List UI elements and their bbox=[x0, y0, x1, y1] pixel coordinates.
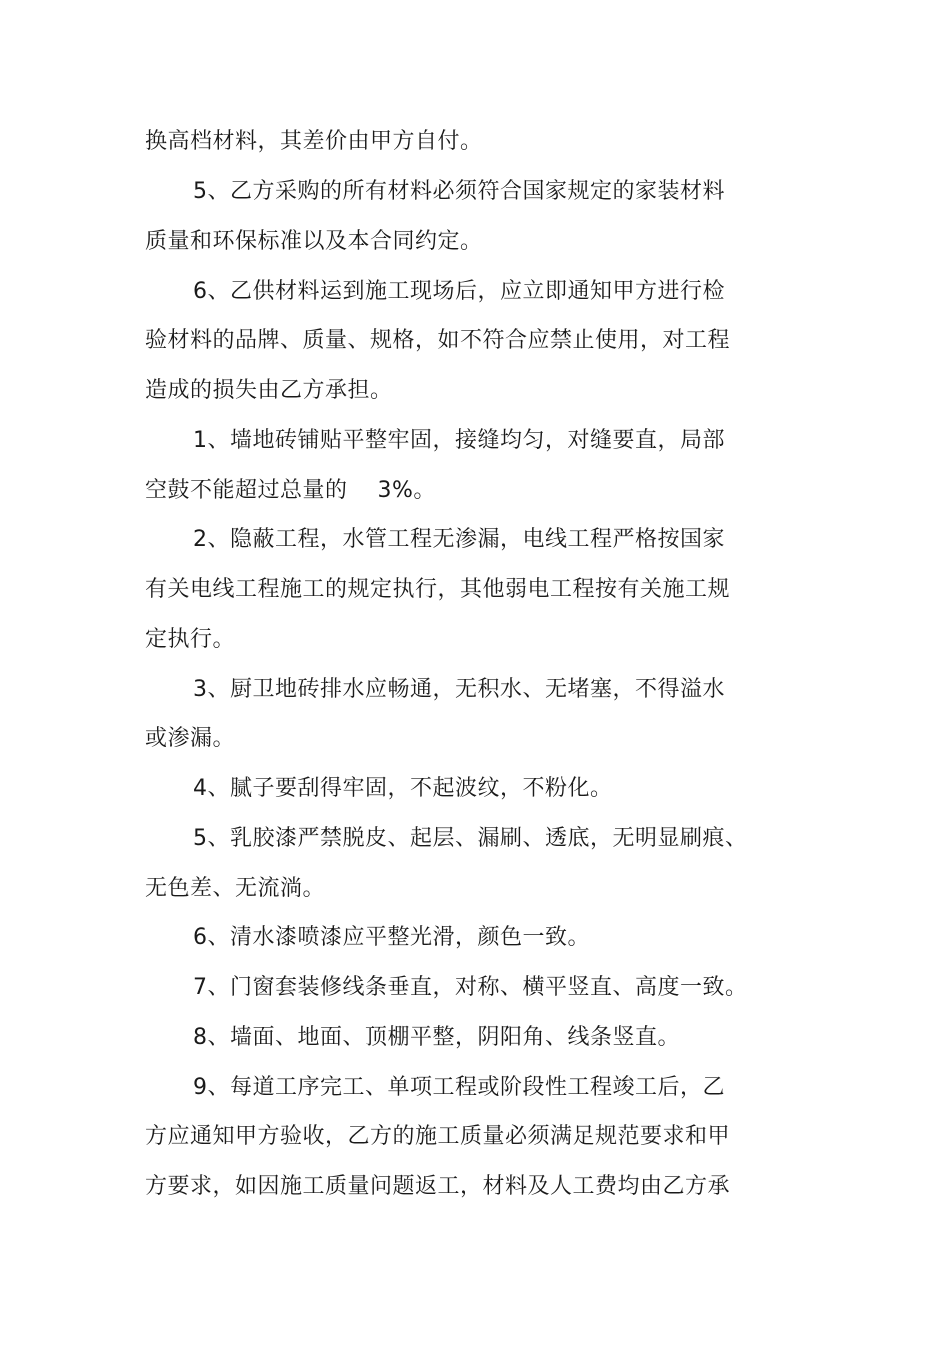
text-line: 或渗漏。 bbox=[145, 726, 236, 751]
text-line: 2、隐蔽工程，水管工程无渗漏，电线工程严格按国家 bbox=[193, 527, 725, 552]
text-line: 验材料的品牌、质量、规格，如不符合应禁止使用，对工程 bbox=[145, 328, 731, 353]
text-line: 7、门窗套装修线条垂直，对称、横平竖直、高度一致。 bbox=[193, 975, 748, 1000]
text-line: 有关电线工程施工的规定执行，其他弱电工程按有关施工规 bbox=[145, 577, 731, 602]
text-line: 4、腻子要刮得牢固，不起波纹，不粉化。 bbox=[193, 776, 613, 801]
text-line: 方应通知甲方验收，乙方的施工质量必须满足规范要求和甲 bbox=[145, 1124, 731, 1149]
text-line: 无色差、无流淌。 bbox=[145, 876, 326, 901]
text-line: 换高档材料，其差价由甲方自付。 bbox=[145, 129, 483, 154]
text-line: 5、乙方采购的所有材料必须符合国家规定的家装材料 bbox=[193, 179, 725, 204]
text-line: 9、每道工序完工、单项工程或阶段性工程竣工后，乙 bbox=[193, 1075, 725, 1100]
text-line: 造成的损失由乙方承担。 bbox=[145, 378, 393, 403]
text-line: 空鼓不能超过总量的 3%。 bbox=[145, 478, 436, 503]
text-line: 3、厨卫地砖排水应畅通，无积水、无堵塞，不得溢水 bbox=[193, 677, 725, 702]
text-line: 定执行。 bbox=[145, 627, 236, 652]
text-line: 方要求，如因施工质量问题返工，材料及人工费均由乙方承 bbox=[145, 1174, 731, 1199]
text-line: 8、墙面、地面、顶棚平整，阴阳角、线条竖直。 bbox=[193, 1025, 680, 1050]
text-line: 1、墙地砖铺贴平整牢固，接缝均匀，对缝要直，局部 bbox=[193, 428, 725, 453]
text-line: 质量和环保标准以及本合同约定。 bbox=[145, 229, 483, 254]
text-line: 5、乳胶漆严禁脱皮、起层、漏刷、透底，无明显刷痕、 bbox=[193, 826, 748, 851]
text-line: 6、清水漆喷漆应平整光滑，颜色一致。 bbox=[193, 925, 590, 950]
text-line: 6、乙供材料运到施工现场后，应立即通知甲方进行检 bbox=[193, 279, 725, 304]
